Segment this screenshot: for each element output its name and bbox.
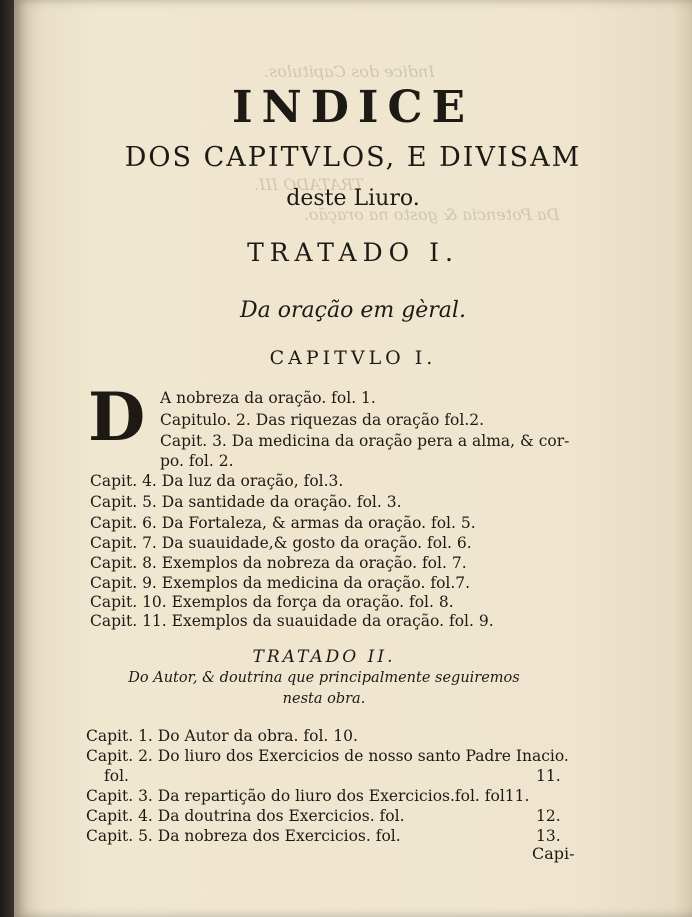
show-through-text: Da Potencia & gosto na oração. <box>304 205 560 224</box>
toc-entry: Capit. 8. Exemplos da nobreza da oração. fol. 7. <box>90 554 467 572</box>
section-heading-line: nesta obra. <box>282 691 366 707</box>
book-page <box>14 0 692 917</box>
toc-entry: Capit. 1. Do Autor da obra. fol. 10. <box>86 727 358 745</box>
toc-entry: Capit. 3. Da repartição do liuro dos Exercicios.fol. fol11. <box>86 787 530 805</box>
toc-entry: fol. <box>104 767 129 785</box>
folio-number: 13. <box>536 827 561 845</box>
tratado-heading: TRATADO I. <box>247 238 459 267</box>
toc-entry: Capit. 5. Da nobreza dos Exercicios. fol. <box>86 827 401 845</box>
book-spine <box>0 0 14 917</box>
page-subtitle: DOS CAPITVLOS, E DIVISAM <box>124 142 582 173</box>
toc-entry: Capit. 9. Exemplos da medicina da oração. fol.7. <box>90 574 471 592</box>
toc-entry: Capit. 10. Exemplos da força da oração. fol. 8. <box>90 593 454 611</box>
show-through-text: Indice dos Capitulos. <box>264 62 435 81</box>
tratado-heading: TRATADO II. <box>252 647 396 667</box>
page-title: INDICE <box>231 82 475 133</box>
folio-number: 12. <box>536 807 561 825</box>
toc-entry: po. fol. 2. <box>160 452 234 470</box>
toc-entry: Capit. 6. Da Fortaleza, & armas da oração. fol. 5. <box>90 514 476 532</box>
toc-entry: Capit. 5. Da santidade da oração. fol. 3. <box>90 493 402 511</box>
catchword: Capi- <box>532 844 575 863</box>
page-subtitle-line2: deste Liuro. <box>286 186 420 211</box>
toc-entry: Capit. 3. Da medicina da oração pera a alma, & cor- <box>160 432 570 450</box>
section-heading: Da oração em gèral. <box>240 298 466 323</box>
toc-entry: Capitulo. 2. Das riquezas da oração fol.2. <box>160 411 485 429</box>
section-heading-line: Do Autor, & doutrina que principalmente seguiremos <box>128 670 520 686</box>
toc-entry: Capit. 2. Do liuro dos Exercicios de nosso santo Padre Inacio. <box>86 747 569 765</box>
toc-entry: A nobreza da oração. fol. 1. <box>160 389 376 407</box>
toc-entry: Capit. 7. Da suauidade,& gosto da oração. fol. 6. <box>90 534 472 552</box>
show-through-text: TRATADO III. <box>254 175 364 194</box>
section-heading <box>14 668 634 710</box>
toc-entry: Capit. 11. Exemplos da suauidade da oração. fol. 9. <box>90 612 494 630</box>
folio-number: 11. <box>536 767 561 785</box>
toc-entry: Capit. 4. Da doutrina dos Exercicios. fol. <box>86 807 405 825</box>
chapter-heading: CAPITVLO I. <box>269 347 437 369</box>
drop-capital: D <box>88 378 146 456</box>
toc-entry: Capit. 4. Da luz da oração, fol.3. <box>90 472 344 490</box>
